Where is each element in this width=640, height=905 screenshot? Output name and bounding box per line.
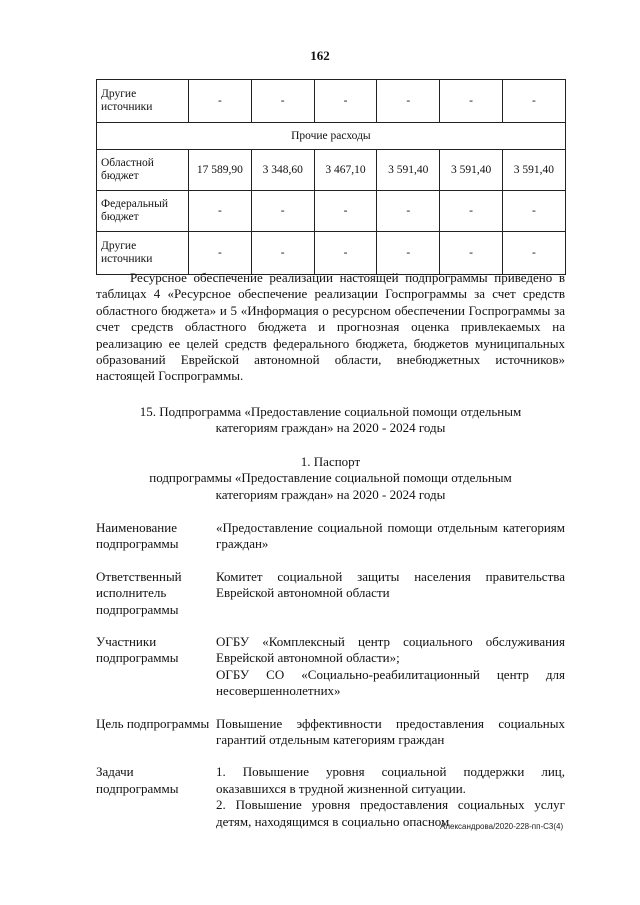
table-cell: - <box>440 80 503 123</box>
passport-value-text: ОГБУ «Комплексный центр социального обслуживания Еврейской автономной области»; <box>216 634 565 666</box>
passport-value-text: «Предоставление социальной помощи отдельным категориям граждан» <box>216 520 565 552</box>
table-cell: 3 591,40 <box>502 150 565 191</box>
table-cell: - <box>314 80 377 123</box>
table-cell: - <box>251 232 314 275</box>
passport-label: Задачи подпрограммы <box>96 764 179 796</box>
row-label: Областной бюджет <box>97 150 189 191</box>
table-cell: - <box>251 191 314 232</box>
table-section-title: Прочие расходы <box>97 123 566 150</box>
passport-label: Участники подпрограммы <box>96 634 179 666</box>
table-cell: - <box>189 232 252 275</box>
table-cell: 17 589,90 <box>189 150 252 191</box>
table-row <box>97 232 566 275</box>
subprogram-heading <box>96 404 565 437</box>
budget-table <box>96 79 566 275</box>
passport-value-text: ОГБУ СО «Социально-реабилитационный центр для несовершеннолетних» <box>216 666 565 699</box>
passport-value <box>216 764 565 830</box>
table-cell: - <box>314 191 377 232</box>
resource-paragraph: Ресурсное обеспечение реализации настоящей подпрограммы приведено в таблицах 4 «Ресурсное обеспечение реализации Госпрограммы за счет средств областного бюджета» и 5 «Информация о ресурсном обеспечении Госпрограммы за счет средств областного бюджета и прогнозная оценка привлекаемых на реализацию ее целей средств федерального бюджета, бюджетов муниципальных образований Еврейской автономной области, внебюджетных источников» настоящей Госпрограммы. <box>96 270 565 384</box>
table-cell: - <box>502 232 565 275</box>
table-cell: - <box>377 191 440 232</box>
passport-value <box>216 520 565 553</box>
passport-label: Цель подпрограммы <box>96 715 210 731</box>
table-cell: - <box>377 80 440 123</box>
passport-heading <box>96 454 565 503</box>
table-cell: - <box>189 80 252 123</box>
row-label: Другие источники <box>97 80 189 123</box>
document-reference: Александрова/2020-228-пп-С3(4) <box>440 822 564 831</box>
passport-row-goal <box>96 716 565 749</box>
subprogram-heading-line: категориям граждан» на 2020 - 2024 годы <box>215 420 446 436</box>
passport-row-name <box>96 520 565 553</box>
table-cell: - <box>377 232 440 275</box>
passport-row-participants <box>96 634 565 700</box>
table-cell: - <box>440 232 503 275</box>
table-cell: - <box>251 80 314 123</box>
passport-value-text: 2. Повышение уровня предоставления социальных услуг детям, находящимся в социально опасном <box>216 797 565 829</box>
table-cell: - <box>314 232 377 275</box>
table-cell: 3 591,40 <box>440 150 503 191</box>
passport-value <box>216 634 565 700</box>
row-label: Федеральный бюджет <box>97 191 189 232</box>
passport-label: Наименование подпрограммы <box>96 520 179 552</box>
passport-heading-line: 1. Паспорт <box>300 454 361 469</box>
table-section-row <box>97 123 566 150</box>
table-cell: - <box>502 191 565 232</box>
passport-label: Ответственный исполнитель подпрограммы <box>96 568 182 617</box>
page-number: 162 <box>310 48 330 63</box>
passport-value <box>216 569 565 618</box>
table-cell: - <box>189 191 252 232</box>
table-row <box>97 150 566 191</box>
passport-heading-line: категориям граждан» на 2020 - 2024 годы <box>215 486 446 502</box>
row-label: Другие источники <box>97 232 189 275</box>
passport-row-tasks <box>96 764 565 830</box>
table-cell: - <box>502 80 565 123</box>
passport-table <box>96 520 565 846</box>
passport-value-text: Повышение эффективности предоставления социальных гарантий отдельным категориям граждан <box>216 715 565 748</box>
passport-value <box>216 716 565 749</box>
table-cell: - <box>440 191 503 232</box>
table-cell: 3 591,40 <box>377 150 440 191</box>
subprogram-heading-line: 15. Подпрограмма «Предоставление социальной помощи отдельным <box>139 404 522 419</box>
table-cell: 3 467,10 <box>314 150 377 191</box>
table-cell: 3 348,60 <box>251 150 314 191</box>
passport-value-text: 1. Повышение уровня социальной поддержки лиц, оказавшихся в трудной жизненной ситуации. <box>216 764 565 796</box>
passport-heading-line: подпрограммы «Предоставление социальной помощи отдельным <box>149 470 512 486</box>
passport-row-executor <box>96 569 565 618</box>
table-row <box>97 191 566 232</box>
passport-value-text: Комитет социальной защиты населения правительства Еврейской автономной области <box>216 568 565 601</box>
table-row <box>97 80 566 123</box>
